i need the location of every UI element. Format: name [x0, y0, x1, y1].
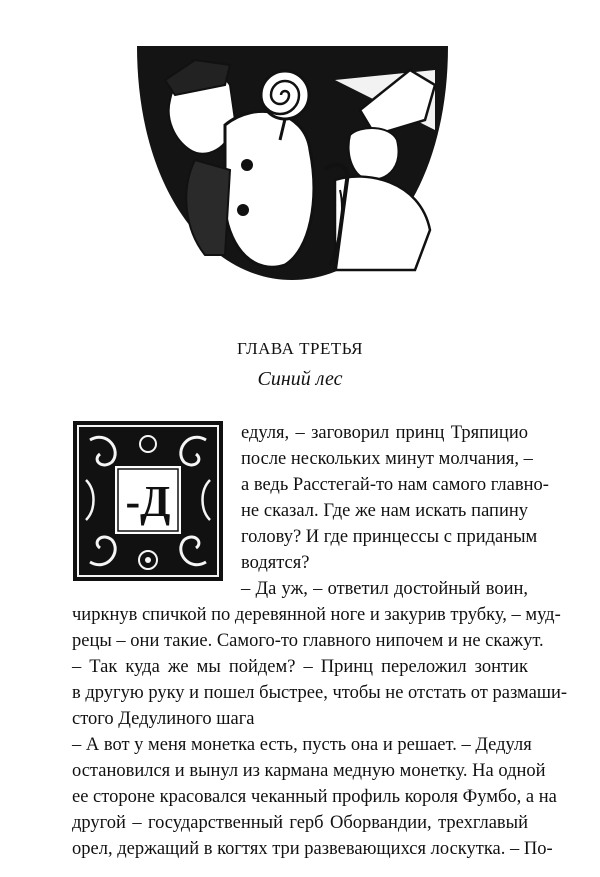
text-line: стого Дедулиного шага: [72, 709, 255, 729]
text-line: в другую руку и пошел быстрее, чтобы не отстать от размаши-: [72, 683, 568, 703]
text-line: едуля, – заговорил принц Тряпицио: [241, 423, 528, 443]
drop-cap-ornament: [72, 420, 224, 582]
chapter-vignette-illustration: [135, 40, 450, 285]
text-line: другой – государственный герб Оборвандии, трехглавый: [72, 813, 528, 833]
text-line: а ведь Расстегай-то нам самого главно-: [241, 475, 549, 495]
text-line: голову? И где принцессы с приданым: [241, 527, 538, 547]
text-line: орел, держащий в когтях три развевающихся лоскутка. – По-: [72, 839, 553, 859]
chapter-title: Синий лес: [257, 368, 343, 390]
text-line: – А вот у меня монетка есть, пусть она и решает. – Дедуля: [72, 735, 532, 755]
drop-cap-letter: -Д: [125, 477, 171, 526]
text-line: рецы – они такие. Самого-то главного нипочем и не скажут.: [72, 631, 544, 651]
text-line: после нескольких минут молчания, –: [241, 449, 533, 469]
text-line: ее стороне красовался чеканный профиль короля Фумбо, а на: [72, 787, 557, 807]
text-line: остановился и вынул из кармана медную монетку. На одной: [72, 761, 546, 781]
text-line: – Так куда же мы пойдем? – Принц переложил зонтик: [72, 657, 528, 677]
text-line: – Да уж, – ответил достойный воин,: [241, 579, 528, 599]
chapter-label: ГЛАВА ТРЕТЬЯ: [237, 339, 363, 358]
text-line: не сказал. Где же нам искать папину: [241, 501, 528, 521]
text-line: водятся?: [241, 553, 310, 573]
text-line: чиркнув спичкой по деревянной ноге и закурив трубку, – муд-: [72, 605, 561, 625]
